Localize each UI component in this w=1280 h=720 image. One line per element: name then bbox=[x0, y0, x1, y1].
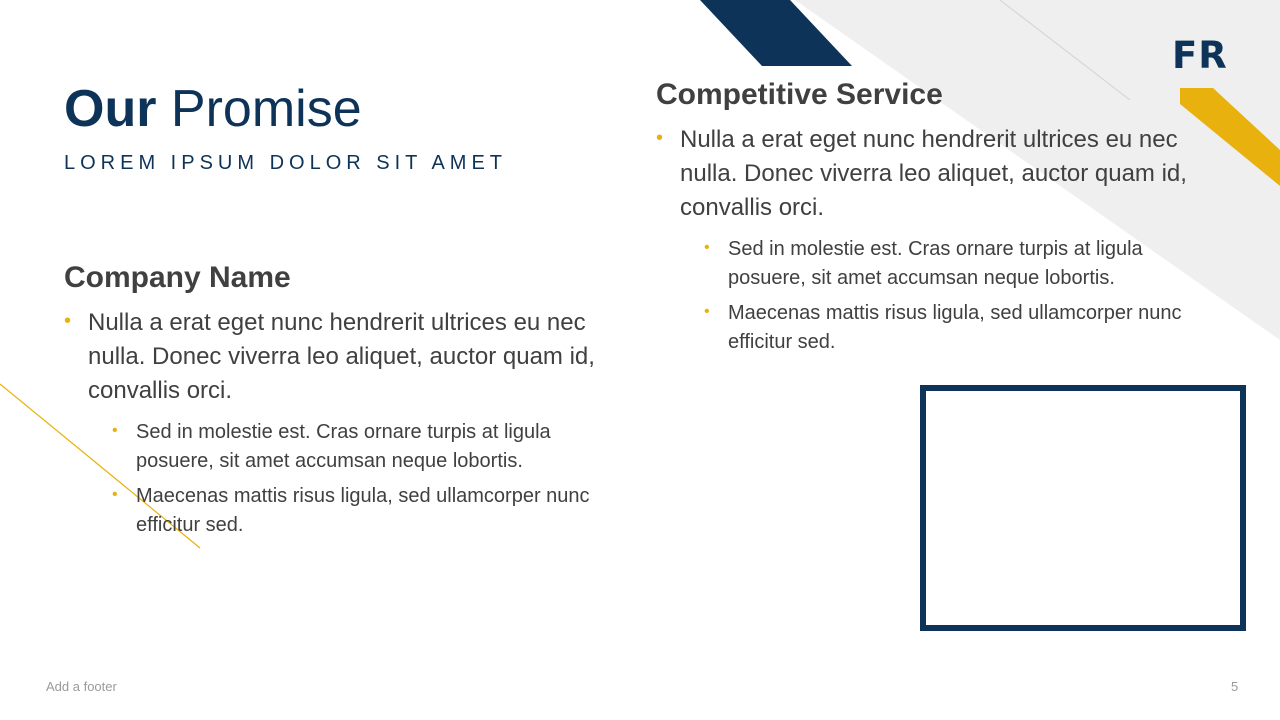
list-item bbox=[112, 482, 624, 540]
company-logo: FR bbox=[1172, 34, 1228, 77]
list-item bbox=[656, 123, 1216, 225]
left-heading: Company Name bbox=[64, 261, 291, 294]
left-bullet-list bbox=[64, 306, 624, 540]
slide-title[interactable] bbox=[64, 78, 362, 140]
title-regular-word: Promise bbox=[156, 80, 362, 138]
bullet-text: Nulla a erat eget nunc hendrerit ultrices eu nec nulla. Donec viverra leo aliquet, auctor quam id, convallis orci. bbox=[680, 126, 1187, 221]
bullet-text: Nulla a erat eget nunc hendrerit ultrices eu nec nulla. Donec viverra leo aliquet, auctor quam id, convallis orci. bbox=[88, 309, 595, 404]
list-item bbox=[704, 299, 1216, 357]
bullet-icon: • bbox=[656, 127, 664, 149]
page-number: 5 bbox=[1231, 679, 1239, 694]
title-bold-word: Our bbox=[64, 80, 157, 138]
bullet-icon: • bbox=[704, 303, 710, 320]
bullet-icon: • bbox=[112, 422, 118, 439]
slide-subtitle[interactable]: LOREM IPSUM DOLOR SIT AMET bbox=[64, 152, 508, 174]
list-item bbox=[704, 235, 1216, 293]
sub-bullet-text: Sed in molestie est. Cras ornare turpis at ligula posuere, sit amet accumsan neque lobortis. bbox=[136, 421, 551, 472]
bullet-icon: • bbox=[704, 239, 710, 256]
right-bullet-list bbox=[656, 123, 1216, 357]
footer-text[interactable]: Add a footer bbox=[46, 679, 117, 694]
sub-bullet-text: Maecenas mattis risus ligula, sed ullamcorper nunc efficitur sed. bbox=[136, 485, 590, 536]
bullet-icon: • bbox=[112, 486, 118, 503]
left-text-block[interactable] bbox=[64, 258, 624, 546]
right-heading: Competitive Service bbox=[656, 78, 943, 111]
list-item bbox=[64, 306, 624, 408]
sub-bullet-text: Maecenas mattis risus ligula, sed ullamcorper nunc efficitur sed. bbox=[728, 302, 1182, 353]
bullet-icon: • bbox=[64, 310, 72, 332]
sub-bullet-text: Sed in molestie est. Cras ornare turpis at ligula posuere, sit amet accumsan neque lobortis. bbox=[728, 238, 1143, 289]
picture-placeholder[interactable] bbox=[920, 385, 1246, 631]
list-item bbox=[112, 418, 624, 476]
right-text-block[interactable] bbox=[656, 75, 1216, 363]
